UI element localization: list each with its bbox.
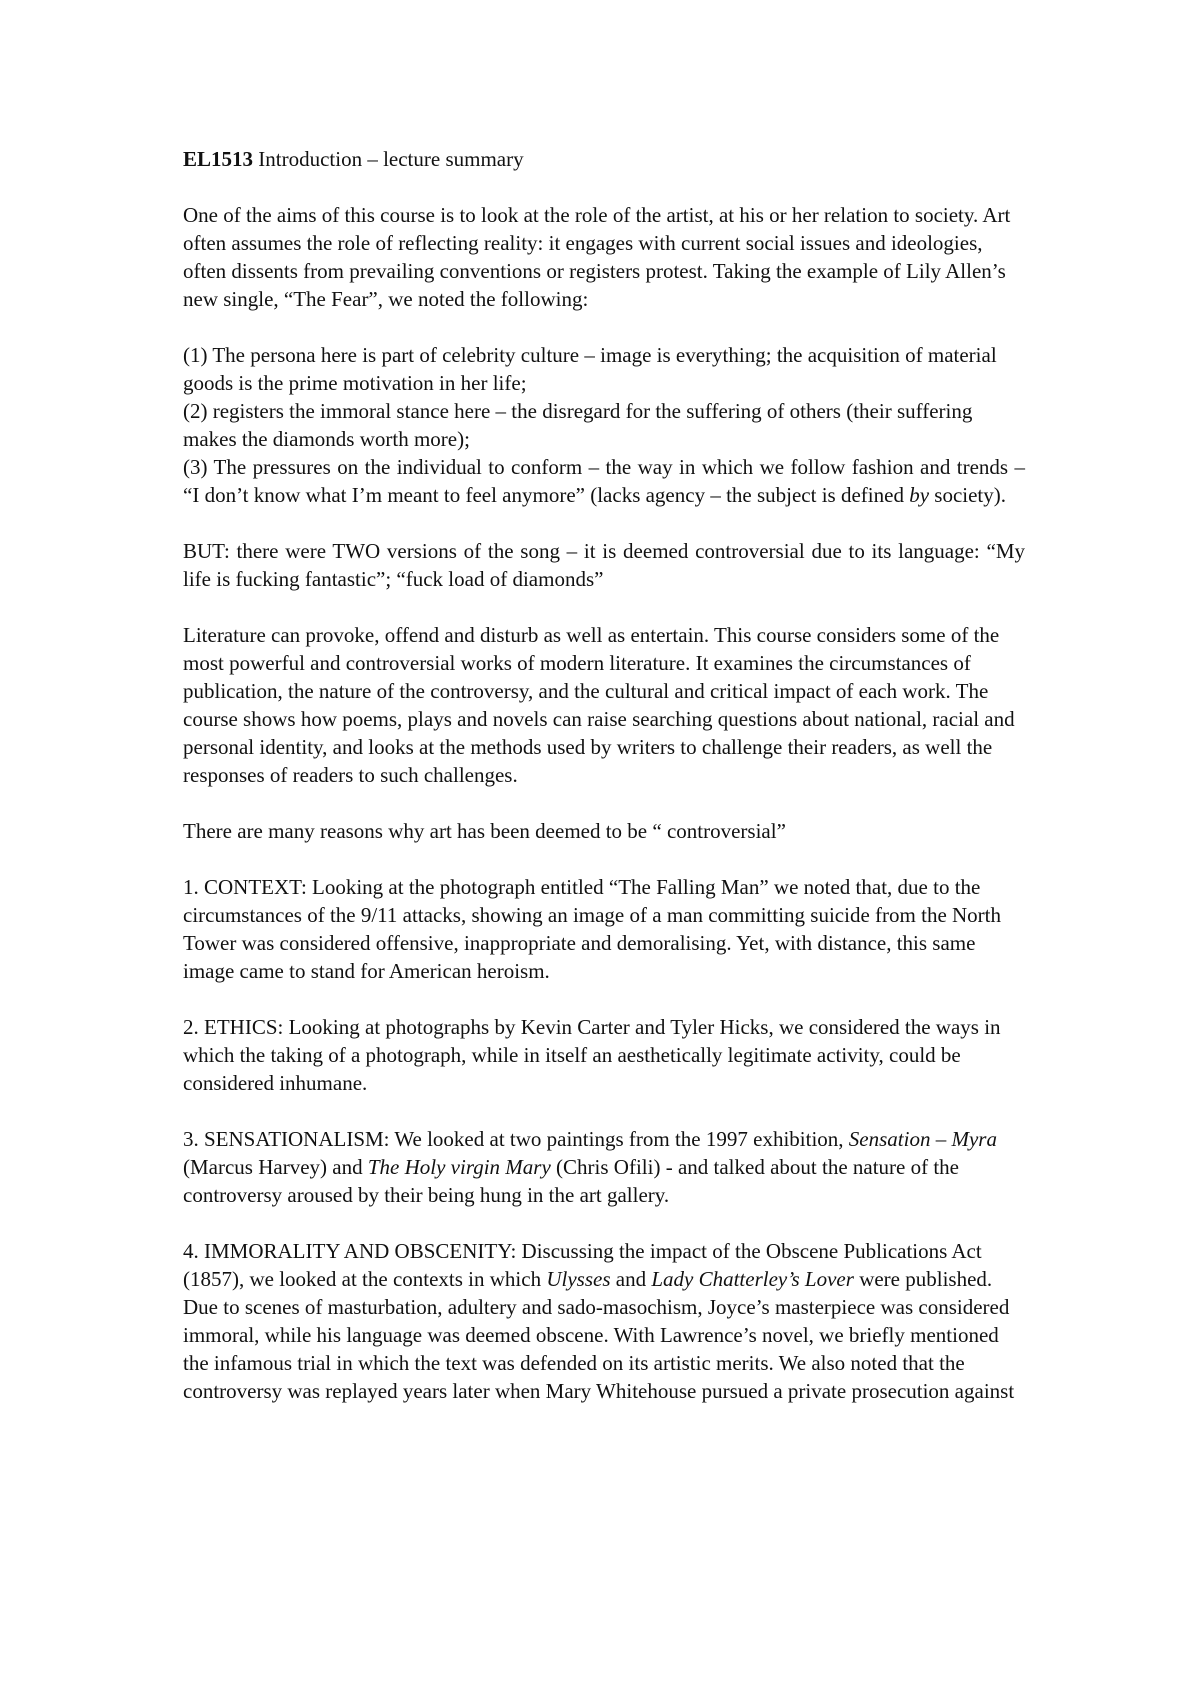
title-text: Introduction – lecture summary <box>253 147 524 171</box>
point-3 <box>183 453 1025 509</box>
point-3-text-a: (3) The pressures on the individual to conform – the way in which we follow fashion and trends – “I don’t know what I’m meant to feel anymore” (lacks agency – the subject is defined <box>183 455 1025 507</box>
intro-paragraph: One of the aims of this course is to look at the role of the artist, at his or her relation to society. Art often assumes the role of reflecting reality: it engages with current social issues and ideologies, often dissents from prevailing conventions or registers protest. Taking the example of Lily Allen’s new single, “The Fear”, we noted the following: <box>183 203 1011 311</box>
sens-title-1: Sensation – Myra <box>848 1127 997 1151</box>
point-3-emphasis: by <box>909 483 930 507</box>
point-1: (1) The persona here is part of celebrity culture – image is everything; the acquisition of material goods is the prime motivation in her life; <box>183 343 997 395</box>
but-paragraph: BUT: there were TWO versions of the song – it is deemed controversial due to its language: “My life is fucking fantastic”; “fuck load of diamonds” <box>183 539 1025 591</box>
sens-text-a: 3. SENSATIONALISM: We looked at two paintings from the 1997 exhibition, <box>183 1127 849 1151</box>
document-title <box>183 145 1025 173</box>
literature-paragraph: Literature can provoke, offend and disturb as well as entertain. This course considers some of the most powerful and controversial works of modern literature. It examines the circumstances of publication, the nature of the controversy, and the cultural and critical impact of each work. The course shows how poems, plays and novels can raise searching questions about national, racial and personal identity, and looks at the methods used by writers to challenge their readers, as well the responses of readers to such challenges. <box>183 623 1015 787</box>
point-2: (2) registers the immoral stance here – the disregard for the suffering of others (their suffering makes the diamonds worth more); <box>183 399 973 451</box>
sensationalism-paragraph <box>183 1125 1025 1209</box>
document-page <box>183 145 1025 1405</box>
sens-title-2: The Holy virgin Mary <box>367 1155 551 1179</box>
imm-text-c: were published. Due to scenes of masturbation, adultery and sado-masochism, Joyce’s masterpiece was considered immoral, while his language was deemed obscene. With Lawrence’s novel, we briefly mentioned the infamous trial in which the text was defended on its artistic merits. We also noted that the controversy was replayed years later when Mary Whitehouse pursued a private prosecution against <box>183 1267 1015 1403</box>
imm-title-2: Lady Chatterley’s Lover <box>651 1267 854 1291</box>
imm-title-1: Ulysses <box>546 1267 611 1291</box>
imm-text-a: 4. IMMORALITY AND OBSCENITY: Discussing the impact of the Obscene Publications Act (1857), we looked at the contexts in which <box>183 1239 982 1291</box>
context-paragraph: 1. CONTEXT: Looking at the photograph entitled “The Falling Man” we noted that, due to the circumstances of the 9/11 attacks, showing an image of a man committing suicide from the North Tower was considered offensive, inappropriate and demoralising. Yet, with distance, this same image came to stand for American heroism. <box>183 875 1002 983</box>
point-3-text-b: society). <box>929 483 1007 507</box>
course-code: EL1513 <box>183 147 254 171</box>
reasons-paragraph: There are many reasons why art has been deemed to be “ controversial” <box>183 819 786 843</box>
ethics-paragraph: 2. ETHICS: Looking at photographs by Kevin Carter and Tyler Hicks, we considered the ways in which the taking of a photograph, while in itself an aesthetically legitimate activity, could be considered inhumane. <box>183 1015 1001 1095</box>
imm-text-b: and <box>610 1267 652 1291</box>
sens-text-c: (Chris Ofili) - and talked about the nature of the controversy aroused by their being hung in the art gallery. <box>183 1155 960 1207</box>
sens-text-b: (Marcus Harvey) and <box>183 1155 368 1179</box>
immorality-paragraph <box>183 1237 1025 1405</box>
